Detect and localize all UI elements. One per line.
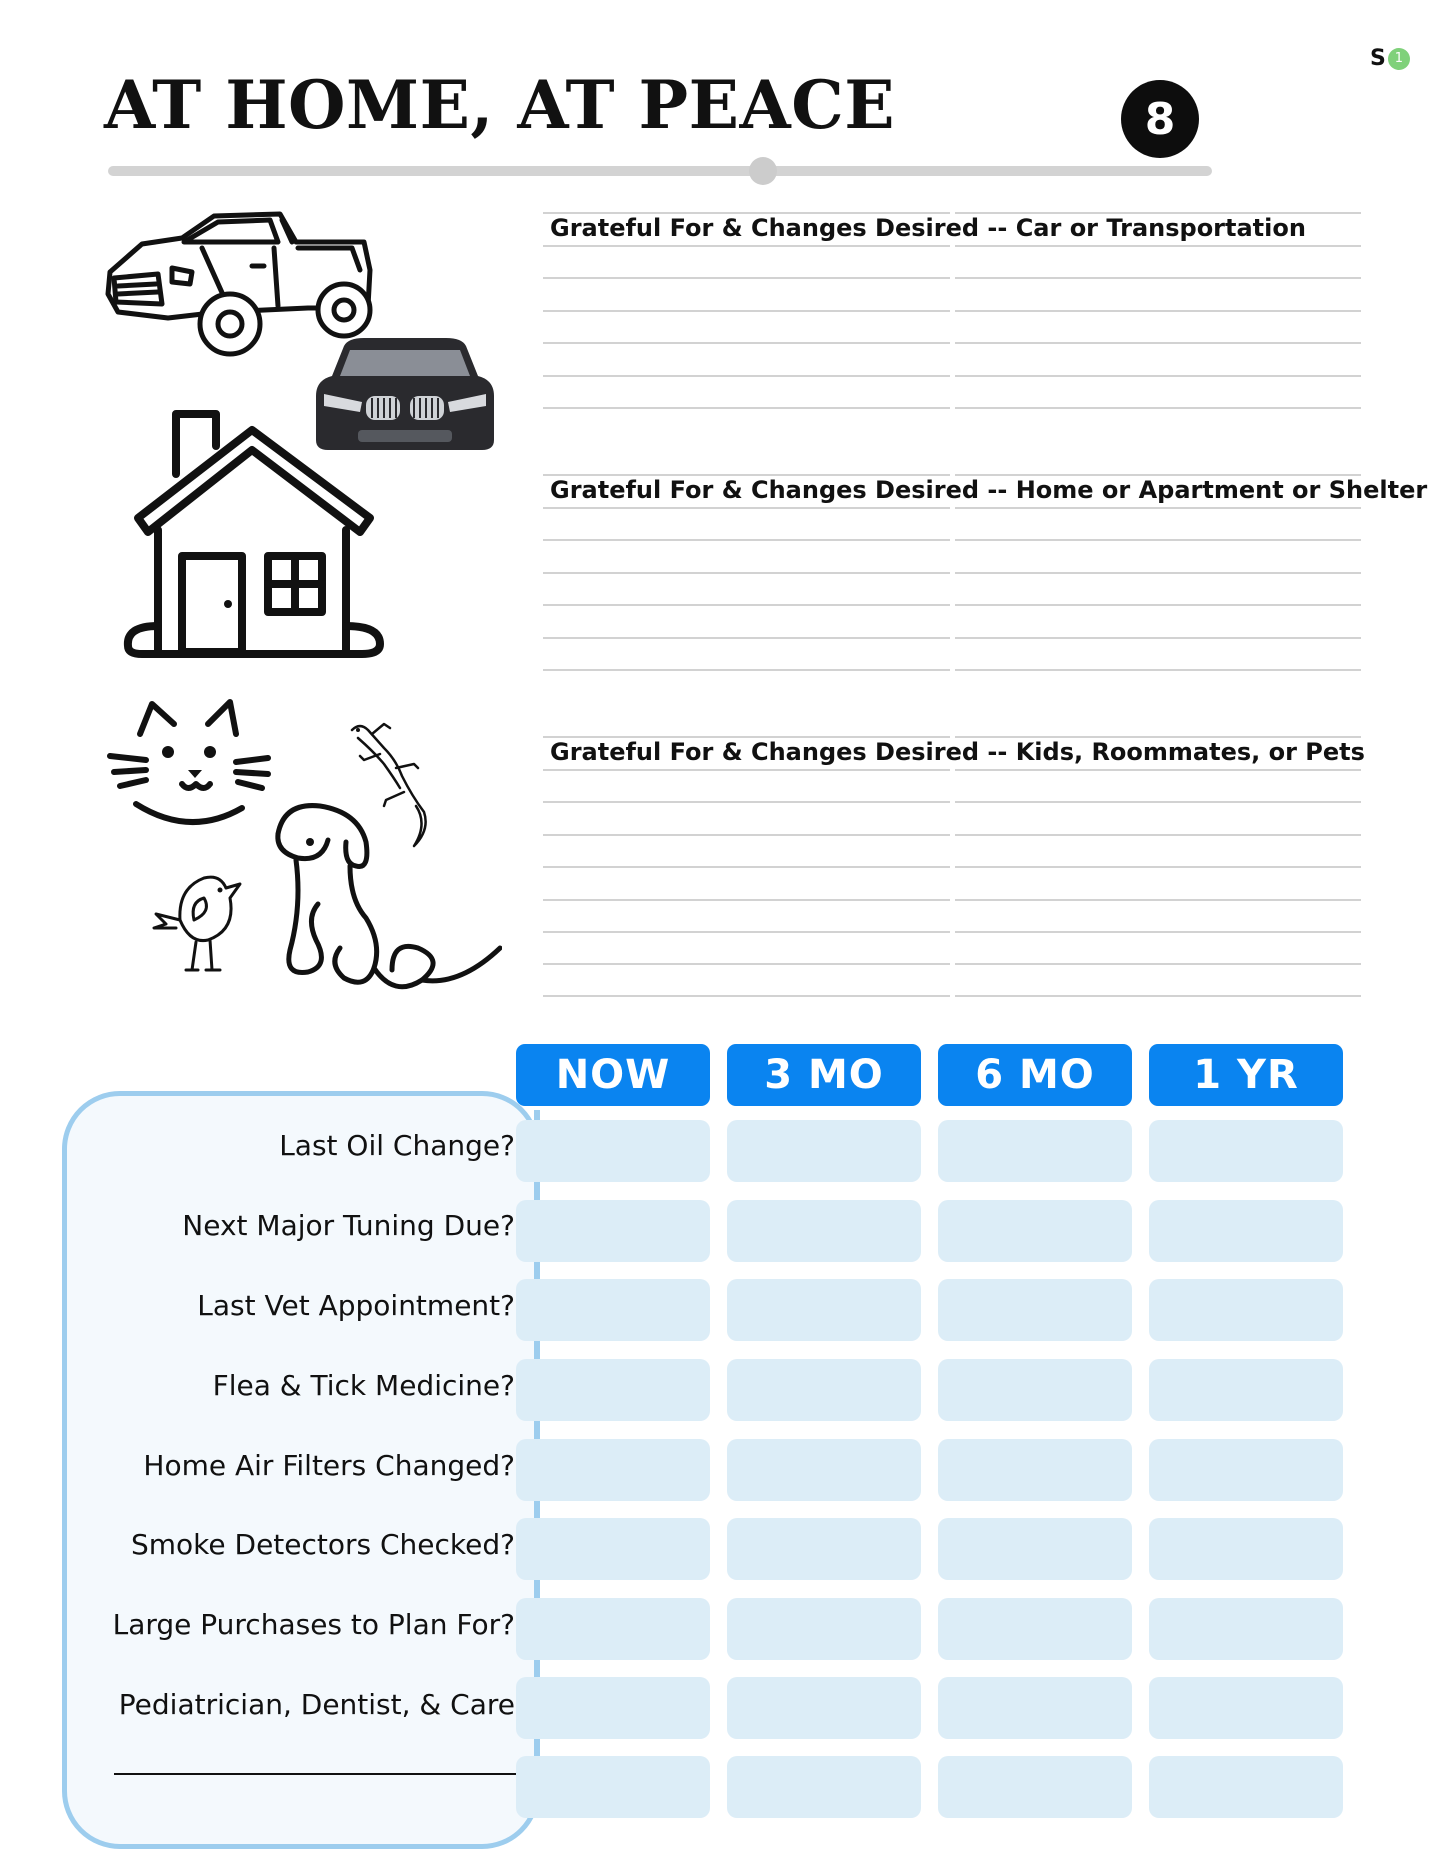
column-header-6mo: 6 MO <box>938 1044 1132 1106</box>
dog-icon <box>270 800 502 996</box>
tracker-cell[interactable] <box>516 1359 710 1421</box>
tracker-cell[interactable] <box>938 1677 1132 1739</box>
tracker-cell[interactable] <box>1149 1598 1343 1660</box>
tracker-cell[interactable] <box>516 1439 710 1501</box>
row-label-oil-change: Last Oil Change? <box>279 1129 515 1162</box>
section-car <box>543 212 1361 432</box>
writing-line[interactable] <box>543 931 1361 933</box>
writing-line[interactable] <box>543 310 1361 312</box>
row-label-blank-line[interactable] <box>114 1773 516 1775</box>
tracker-cell[interactable] <box>727 1439 921 1501</box>
tracker-cell[interactable] <box>938 1120 1132 1182</box>
tracker-cell[interactable] <box>1149 1677 1343 1739</box>
brand-mark <box>1370 46 1410 71</box>
tracker-cell[interactable] <box>938 1279 1132 1341</box>
writing-line[interactable] <box>543 572 1361 574</box>
tracker-cell[interactable] <box>727 1120 921 1182</box>
row-label-air-filters: Home Air Filters Changed? <box>143 1449 515 1482</box>
writing-line[interactable] <box>543 834 1361 836</box>
row-label-large-purchases: Large Purchases to Plan For? <box>112 1608 515 1641</box>
cat-face-icon <box>104 698 280 828</box>
bird-icon <box>150 864 246 976</box>
column-header-now: NOW <box>516 1044 710 1106</box>
writing-line[interactable] <box>543 866 1361 868</box>
writing-line[interactable] <box>543 375 1361 377</box>
writing-line[interactable] <box>543 245 1361 247</box>
tracker-cell[interactable] <box>1149 1439 1343 1501</box>
tracker-cell[interactable] <box>1149 1120 1343 1182</box>
section-home <box>543 474 1428 694</box>
tracker-cell[interactable] <box>727 1279 921 1341</box>
writing-line[interactable] <box>543 277 1361 279</box>
row-label-smoke-detectors: Smoke Detectors Checked? <box>130 1528 515 1561</box>
section-heading: Grateful For & Changes Desired -- Car or Transportation <box>550 214 1306 242</box>
brand-letter: S <box>1370 46 1386 71</box>
writing-line[interactable] <box>543 669 1361 671</box>
column-header-1yr: 1 YR <box>1149 1044 1343 1106</box>
tracker-cell[interactable] <box>1149 1756 1343 1818</box>
page-title: AT HOME, AT PEACE <box>104 66 896 144</box>
writing-line[interactable] <box>543 342 1361 344</box>
row-label-major-tuning: Next Major Tuning Due? <box>182 1209 515 1242</box>
tracker-cell[interactable] <box>516 1598 710 1660</box>
writing-line[interactable] <box>543 539 1361 541</box>
page-number-badge: 8 <box>1121 80 1199 158</box>
writing-line[interactable] <box>543 801 1361 803</box>
section-kids-pets <box>543 736 1365 998</box>
progress-knob <box>749 157 777 185</box>
tracker-cell[interactable] <box>516 1677 710 1739</box>
writing-line[interactable] <box>543 604 1361 606</box>
row-label-vet-appointment: Last Vet Appointment? <box>197 1289 515 1322</box>
tracker-cell[interactable] <box>516 1200 710 1262</box>
row-label-flea-tick: Flea & Tick Medicine? <box>212 1369 515 1402</box>
tracker-cell[interactable] <box>938 1598 1132 1660</box>
tracker-cell[interactable] <box>938 1518 1132 1580</box>
tracker-cell[interactable] <box>516 1120 710 1182</box>
tracker-cell[interactable] <box>727 1756 921 1818</box>
writing-line[interactable] <box>543 899 1361 901</box>
tracker-cell[interactable] <box>727 1518 921 1580</box>
row-label-pediatrician: Pediatrician, Dentist, & Care <box>118 1688 515 1721</box>
tracker-cell[interactable] <box>1149 1359 1343 1421</box>
brand-badge: 1 <box>1388 48 1410 70</box>
tracker-cell[interactable] <box>938 1756 1132 1818</box>
writing-line[interactable] <box>543 637 1361 639</box>
section-heading: Grateful For & Changes Desired -- Kids, Roommates, or Pets <box>550 738 1365 766</box>
column-header-3mo: 3 MO <box>727 1044 921 1106</box>
tracker-cell[interactable] <box>938 1359 1132 1421</box>
writing-line[interactable] <box>543 995 1361 997</box>
writing-line[interactable] <box>543 507 1361 509</box>
writing-line[interactable] <box>543 963 1361 965</box>
tracker-cell[interactable] <box>1149 1279 1343 1341</box>
tracker-cell[interactable] <box>727 1677 921 1739</box>
progress-track <box>108 166 1212 176</box>
tracker-cell[interactable] <box>1149 1200 1343 1262</box>
tracker-cell[interactable] <box>1149 1518 1343 1580</box>
writing-line[interactable] <box>543 407 1361 409</box>
tracker-cell[interactable] <box>516 1518 710 1580</box>
tracker-cell[interactable] <box>727 1598 921 1660</box>
writing-line[interactable] <box>543 769 1361 771</box>
tracker-cell[interactable] <box>938 1200 1132 1262</box>
tracker-cell[interactable] <box>938 1439 1132 1501</box>
tracker-cell[interactable] <box>516 1279 710 1341</box>
tracker-cell[interactable] <box>516 1756 710 1818</box>
section-heading: Grateful For & Changes Desired -- Home or Apartment or Shelter <box>550 476 1428 504</box>
tracker-cell[interactable] <box>727 1200 921 1262</box>
house-icon <box>118 408 388 666</box>
tracker-cell[interactable] <box>727 1359 921 1421</box>
